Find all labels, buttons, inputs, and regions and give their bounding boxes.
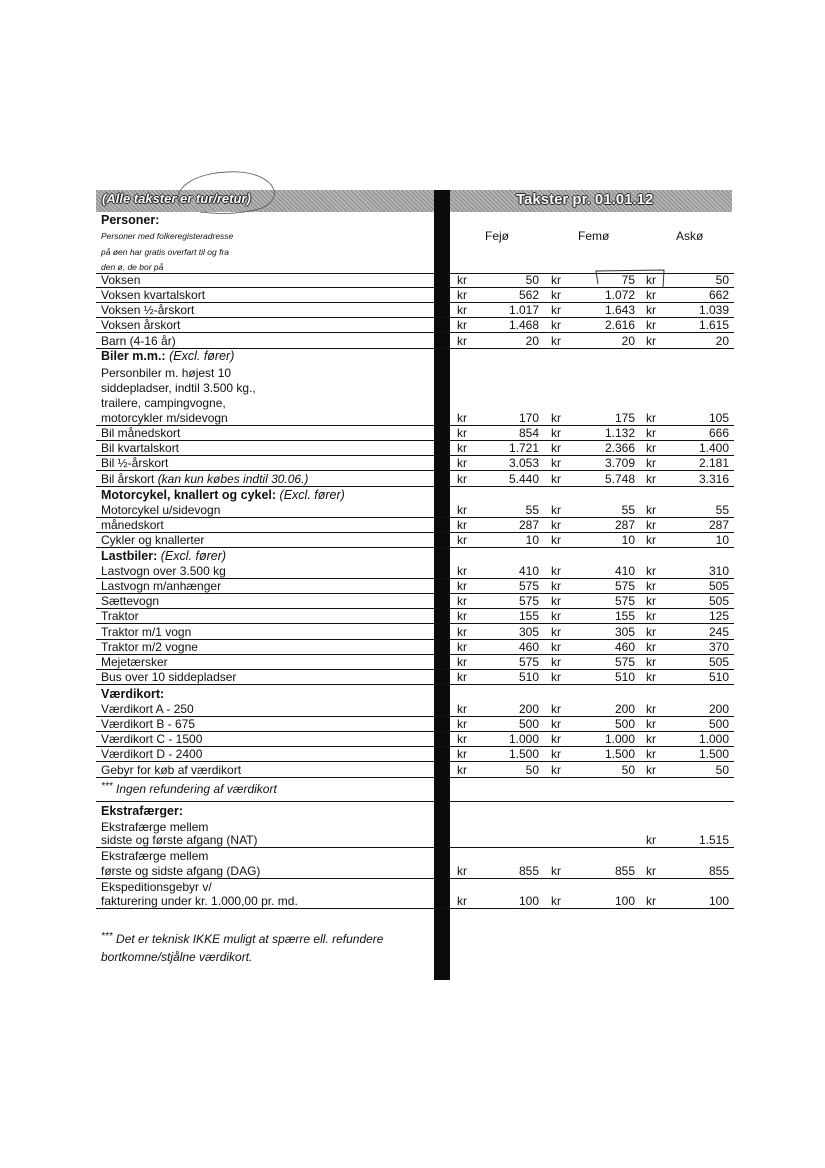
value-fejo: 100	[518, 894, 539, 908]
currency-label: kr	[646, 441, 656, 456]
table-row	[96, 318, 734, 333]
value-femo: 575	[614, 654, 635, 669]
section-title-motorcykel	[101, 488, 345, 502]
row-label-text: Lastvogn over 3.500 kg	[101, 564, 226, 578]
row-label	[101, 747, 202, 762]
vaerdikort-note-text: Ingen refundering af værdikort	[116, 782, 277, 796]
section-title-lastbiler	[101, 549, 226, 563]
value-fejo: 510	[518, 670, 539, 685]
row-label-text: Gebyr for køb af værdikort	[101, 762, 242, 777]
ekstra-gebyr-line1: Ekspeditionsgebyr v/	[101, 880, 212, 894]
row-label	[101, 670, 236, 685]
value-fejo: 1.721	[508, 441, 539, 456]
table-row	[96, 456, 734, 471]
row-label	[101, 441, 179, 456]
value-asko: 505	[708, 654, 729, 669]
value-fejo: 1.017	[508, 303, 539, 318]
row-label-text: Bil kvartalskort	[101, 441, 180, 456]
table-row	[96, 579, 734, 594]
row-label-text: Cykler og knallerter	[101, 533, 205, 548]
value-fejo: 20	[525, 333, 539, 348]
row-label	[101, 303, 194, 318]
currency-label: kr	[551, 411, 561, 425]
value-femo: 3.709	[604, 456, 635, 471]
row-label	[101, 456, 168, 471]
stars-marker: ***	[101, 931, 113, 942]
currency-label: kr	[646, 624, 656, 639]
ekstra-nat-row	[96, 833, 734, 848]
value-fejo: 5.440	[508, 471, 539, 486]
table-row	[96, 763, 734, 778]
currency-label: kr	[646, 411, 656, 425]
row-label-text: Voksen kvartalskort	[101, 288, 206, 303]
currency-label: kr	[457, 670, 467, 685]
currency-label: kr	[457, 288, 467, 303]
row-label	[101, 594, 159, 609]
currency-label: kr	[646, 579, 656, 594]
value-asko: 500	[708, 717, 729, 732]
value-femo: 10	[621, 533, 635, 548]
table-row	[96, 411, 734, 426]
table-row	[96, 334, 734, 349]
row-label	[101, 640, 198, 655]
value-fejo: 1.500	[508, 747, 539, 762]
row-label	[101, 472, 308, 487]
personer-note-line: på øen har gratis overfart til og fra	[101, 247, 230, 257]
currency-label: kr	[551, 864, 561, 878]
currency-label: kr	[457, 894, 467, 908]
currency-label: kr	[646, 732, 656, 747]
value-asko: 505	[708, 579, 729, 594]
table-row	[96, 670, 734, 685]
value-fejo: 575	[518, 654, 539, 669]
row-label	[101, 609, 139, 624]
currency-label: kr	[646, 318, 656, 333]
value-asko: 3.316	[698, 471, 729, 486]
currency-label: kr	[457, 654, 467, 669]
value-fejo: 3.053	[508, 456, 539, 471]
currency-label: kr	[551, 471, 561, 486]
currency-label: kr	[551, 518, 561, 533]
currency-label: kr	[646, 333, 656, 348]
currency-label: kr	[646, 456, 656, 471]
table-row	[96, 717, 734, 732]
value-asko: 55	[715, 503, 729, 517]
currency-label: kr	[551, 732, 561, 747]
value-fejo: 575	[518, 579, 539, 594]
currency-label: kr	[646, 594, 656, 609]
footnote-line1	[101, 931, 383, 946]
currency-label: kr	[457, 273, 467, 287]
value-fejo: 170	[518, 411, 539, 425]
value-femo: 20	[621, 333, 635, 348]
currency-label: kr	[551, 747, 561, 762]
currency-label: kr	[551, 717, 561, 732]
row-label-text: Mejetærsker	[101, 654, 168, 669]
table-row	[96, 472, 734, 487]
row-label	[101, 334, 176, 349]
currency-label: kr	[457, 717, 467, 732]
row-label-text: Voksen ½-årskort	[101, 303, 195, 318]
row-label-text: Bil årskort	[101, 471, 155, 486]
value-femo: 575	[614, 579, 635, 594]
currency-label: kr	[551, 609, 561, 624]
currency-label: kr	[551, 639, 561, 654]
personer-note-line: Personer med folkeregisteradresse	[101, 231, 234, 241]
row-label-text: Værdikort C - 1500	[101, 732, 203, 747]
value-asko: 370	[708, 639, 729, 654]
currency-label: kr	[646, 762, 656, 777]
value-femo: 2.616	[604, 318, 635, 333]
table-row	[96, 564, 734, 579]
value-femo: 1.500	[604, 747, 635, 762]
row-label: første og sidste afgang (DAG)	[101, 864, 261, 878]
currency-label: kr	[457, 747, 467, 762]
row-label	[101, 579, 221, 594]
currency-label: kr	[457, 471, 467, 486]
value-asko: 100	[708, 894, 729, 908]
value-fejo: 460	[518, 639, 539, 654]
table-row	[96, 288, 734, 303]
footnote-text: Det er teknisk IKKE muligt at spærre ell. refundere	[116, 932, 384, 946]
row-label-text: Lastvogn m/anhænger	[101, 579, 222, 594]
value-asko: 2.181	[698, 456, 729, 471]
value-asko: 200	[708, 702, 729, 716]
value-asko: 510	[708, 670, 729, 685]
value-asko: 125	[708, 609, 729, 624]
value-asko: 666	[708, 426, 729, 441]
value-asko: 855	[708, 864, 729, 878]
value-femo: 200	[614, 702, 635, 716]
value-fejo: 854	[518, 426, 539, 441]
currency-label: kr	[646, 303, 656, 318]
value-asko: 105	[708, 411, 729, 425]
currency-label: kr	[551, 624, 561, 639]
table-row	[96, 640, 734, 655]
currency-label: kr	[646, 894, 656, 908]
currency-label: kr	[457, 333, 467, 348]
value-asko: 287	[708, 518, 729, 533]
row-label-text: Bil ½-årskort	[101, 456, 169, 471]
row-label	[101, 503, 220, 518]
value-fejo: 562	[518, 288, 539, 303]
row-label-text: månedskort	[101, 518, 164, 533]
currency-label: kr	[646, 639, 656, 654]
header-right-banner	[450, 190, 732, 212]
value-asko: 1.615	[698, 318, 729, 333]
row-label-text: Barn (4-16 år)	[101, 333, 176, 348]
ekstra-gebyr-row	[96, 894, 734, 909]
row-label-text: Værdikort D - 2400	[101, 747, 203, 762]
row-label	[101, 732, 202, 747]
table-row	[96, 503, 734, 518]
currency-label: kr	[457, 639, 467, 654]
currency-label: kr	[646, 518, 656, 533]
currency-label: kr	[551, 533, 561, 548]
currency-label: kr	[551, 426, 561, 441]
currency-label: kr	[551, 456, 561, 471]
currency-label: kr	[646, 833, 656, 847]
value-femo: 1.072	[604, 288, 635, 303]
currency-label: kr	[457, 702, 467, 716]
value-fejo: 55	[525, 503, 539, 517]
section-title-note: (Excl. fører)	[160, 549, 227, 563]
currency-label: kr	[457, 518, 467, 533]
currency-label: kr	[646, 670, 656, 685]
row-label	[101, 426, 180, 441]
table-row	[96, 609, 734, 624]
currency-label: kr	[457, 411, 467, 425]
currency-label: kr	[551, 670, 561, 685]
row-label	[101, 518, 164, 533]
currency-label: kr	[457, 579, 467, 594]
biler-desc-line: trailere, campingvogne,	[101, 396, 226, 410]
row-label-text: Voksen årskort	[101, 318, 181, 333]
value-femo: 460	[614, 639, 635, 654]
value-asko: 50	[715, 762, 729, 777]
value-asko: 20	[715, 333, 729, 348]
currency-label: kr	[551, 594, 561, 609]
row-label	[101, 288, 205, 303]
row-label	[101, 717, 195, 732]
currency-label: kr	[457, 762, 467, 777]
value-fejo: 575	[518, 594, 539, 609]
currency-label: kr	[646, 864, 656, 878]
currency-label: kr	[457, 732, 467, 747]
table-row	[96, 441, 734, 456]
value-femo: 1.643	[604, 303, 635, 318]
value-femo: 5.748	[604, 471, 635, 486]
value-femo: 1.132	[604, 426, 635, 441]
table-row	[96, 625, 734, 640]
value-asko: 1.500	[698, 747, 729, 762]
section-title-text: Lastbiler:	[101, 549, 158, 563]
row-label-text: Traktor m/1 vogn	[101, 624, 192, 639]
currency-label: kr	[551, 503, 561, 517]
row-label	[101, 273, 140, 288]
currency-label: kr	[646, 503, 656, 517]
row-label-text: Sættevogn	[101, 594, 160, 609]
value-femo: 155	[614, 609, 635, 624]
value-femo: 287	[614, 518, 635, 533]
value-asko: 50	[715, 273, 729, 287]
table-row	[96, 655, 734, 670]
currency-label: kr	[457, 564, 467, 578]
row-label-text: motorcykler m/sidevogn	[101, 411, 228, 425]
section-title-text: Motorcykel, knallert og cykel:	[101, 488, 277, 502]
currency-label: kr	[646, 533, 656, 548]
row-label	[101, 625, 191, 640]
value-femo: 1.000	[604, 732, 635, 747]
currency-label: kr	[457, 303, 467, 318]
row-label-text: Bil månedskort	[101, 426, 181, 441]
row-label-text: Traktor	[101, 609, 139, 624]
row-label	[101, 655, 168, 670]
value-asko: 245	[708, 624, 729, 639]
currency-label: kr	[551, 564, 561, 578]
header-right-text: Takster pr. 01.01.12	[516, 191, 654, 208]
stars-marker: ***	[101, 781, 113, 792]
currency-label: kr	[457, 594, 467, 609]
currency-label: kr	[551, 333, 561, 348]
currency-label: kr	[646, 471, 656, 486]
row-label-text: Voksen	[101, 273, 141, 287]
table-row	[96, 273, 734, 288]
section-title-note: (Excl. fører)	[279, 488, 345, 502]
row-label	[101, 533, 204, 548]
currency-label: kr	[551, 288, 561, 303]
value-fejo: 287	[518, 518, 539, 533]
section-title-vaerdikort: Værdikort:	[101, 687, 165, 701]
table-row	[96, 702, 734, 717]
value-femo: 100	[614, 894, 635, 908]
currency-label: kr	[457, 456, 467, 471]
value-asko: 505	[708, 594, 729, 609]
divider-line	[96, 801, 734, 802]
row-label: fakturering under kr. 1.000,00 pr. md.	[101, 894, 298, 908]
value-femo: 50	[621, 762, 635, 777]
section-title-note: (Excl. fører)	[169, 349, 235, 363]
currency-label: kr	[646, 717, 656, 732]
currency-label: kr	[457, 318, 467, 333]
section-title-ekstra: Ekstrafærger:	[101, 804, 183, 818]
value-asko: 1.039	[698, 303, 729, 318]
currency-label: kr	[457, 624, 467, 639]
row-label	[101, 702, 194, 717]
currency-label: kr	[551, 441, 561, 456]
biler-desc-line: siddepladser, indtil 3.500 kg.,	[101, 381, 256, 395]
row-label	[101, 763, 241, 778]
row-label-note: (kan kun købes indtil 30.06.)	[157, 471, 309, 486]
row-label-text: Traktor m/2 vogne	[101, 639, 198, 654]
value-femo: 175	[614, 411, 635, 425]
value-asko: 1.000	[698, 732, 729, 747]
currency-label: kr	[457, 426, 467, 441]
section-title-personer: Personer:	[101, 213, 160, 227]
ekstra-dag-line1: Ekstrafærge mellem	[101, 849, 209, 863]
value-fejo: 1.000	[508, 732, 539, 747]
currency-label: kr	[646, 654, 656, 669]
currency-label: kr	[646, 426, 656, 441]
header-left-banner	[96, 190, 434, 212]
value-asko: 662	[708, 288, 729, 303]
row-label-text: Motorcykel u/sidevogn	[101, 503, 221, 517]
value-asko: 310	[708, 564, 729, 578]
currency-label: kr	[646, 288, 656, 303]
currency-label: kr	[457, 503, 467, 517]
value-femo: 575	[614, 594, 635, 609]
row-label-text: Værdikort A - 250	[101, 702, 194, 716]
currency-label: kr	[457, 609, 467, 624]
section-title-biler	[101, 349, 234, 363]
row-label-text: Bus over 10 siddepladser	[101, 670, 237, 685]
currency-label: kr	[551, 303, 561, 318]
value-fejo: 1.468	[508, 318, 539, 333]
row-label	[101, 411, 228, 426]
currency-label: kr	[551, 762, 561, 777]
currency-label: kr	[646, 564, 656, 578]
currency-label: kr	[551, 318, 561, 333]
column-head-asko: Askø	[676, 229, 704, 243]
currency-label: kr	[646, 702, 656, 716]
column-head-femo: Femø	[578, 229, 610, 243]
section-title-text: Biler m.m.:	[101, 349, 166, 363]
value-femo: 410	[614, 564, 635, 578]
value-fejo: 410	[518, 564, 539, 578]
currency-label: kr	[551, 702, 561, 716]
value-fejo: 500	[518, 717, 539, 732]
value-femo: 305	[614, 624, 635, 639]
row-label: sidste og første afgang (NAT)	[101, 833, 258, 847]
currency-label: kr	[551, 579, 561, 594]
column-head-fejo: Fejø	[485, 229, 509, 243]
value-asko: 1.400	[698, 441, 729, 456]
row-label-text: Værdikort B - 675	[101, 717, 196, 732]
table-row	[96, 518, 734, 533]
currency-label: kr	[646, 747, 656, 762]
value-fejo: 155	[518, 609, 539, 624]
value-fejo: 305	[518, 624, 539, 639]
value-femo: 500	[614, 717, 635, 732]
value-femo: 75	[621, 273, 635, 287]
table-row	[96, 426, 734, 441]
currency-label: kr	[551, 654, 561, 669]
value-fejo: 855	[518, 864, 539, 878]
table-row	[96, 533, 734, 548]
header-left-text: (Alle takster er tur/retur)	[102, 191, 251, 206]
footnote-line2: bortkomne/stjålne værdikort.	[101, 950, 253, 964]
table-row	[96, 747, 734, 762]
biler-desc-line: Personbiler m. højest 10	[101, 366, 232, 380]
vaerdikort-note	[101, 781, 277, 796]
ekstra-dag-row	[96, 864, 734, 879]
value-asko: 1.515	[698, 833, 729, 847]
value-femo: 2.366	[604, 441, 635, 456]
row-label	[101, 564, 226, 579]
currency-label: kr	[457, 441, 467, 456]
value-fejo: 200	[518, 702, 539, 716]
currency-label: kr	[457, 864, 467, 878]
currency-label: kr	[646, 273, 656, 287]
value-fejo: 10	[525, 533, 539, 548]
value-fejo: 50	[525, 762, 539, 777]
currency-label: kr	[457, 533, 467, 548]
value-femo: 55	[621, 503, 635, 517]
table-row	[96, 594, 734, 609]
personer-note-line: den ø, de bor på	[101, 262, 164, 272]
value-femo: 510	[614, 670, 635, 685]
currency-label: kr	[551, 894, 561, 908]
value-asko: 10	[715, 533, 729, 548]
row-label	[101, 318, 180, 333]
value-fejo: 50	[525, 273, 539, 287]
currency-label: kr	[646, 609, 656, 624]
value-femo: 855	[614, 864, 635, 878]
table-row	[96, 303, 734, 318]
table-row	[96, 732, 734, 747]
ekstra-nat-line1: Ekstrafærge mellem	[101, 820, 209, 834]
currency-label: kr	[551, 273, 561, 287]
